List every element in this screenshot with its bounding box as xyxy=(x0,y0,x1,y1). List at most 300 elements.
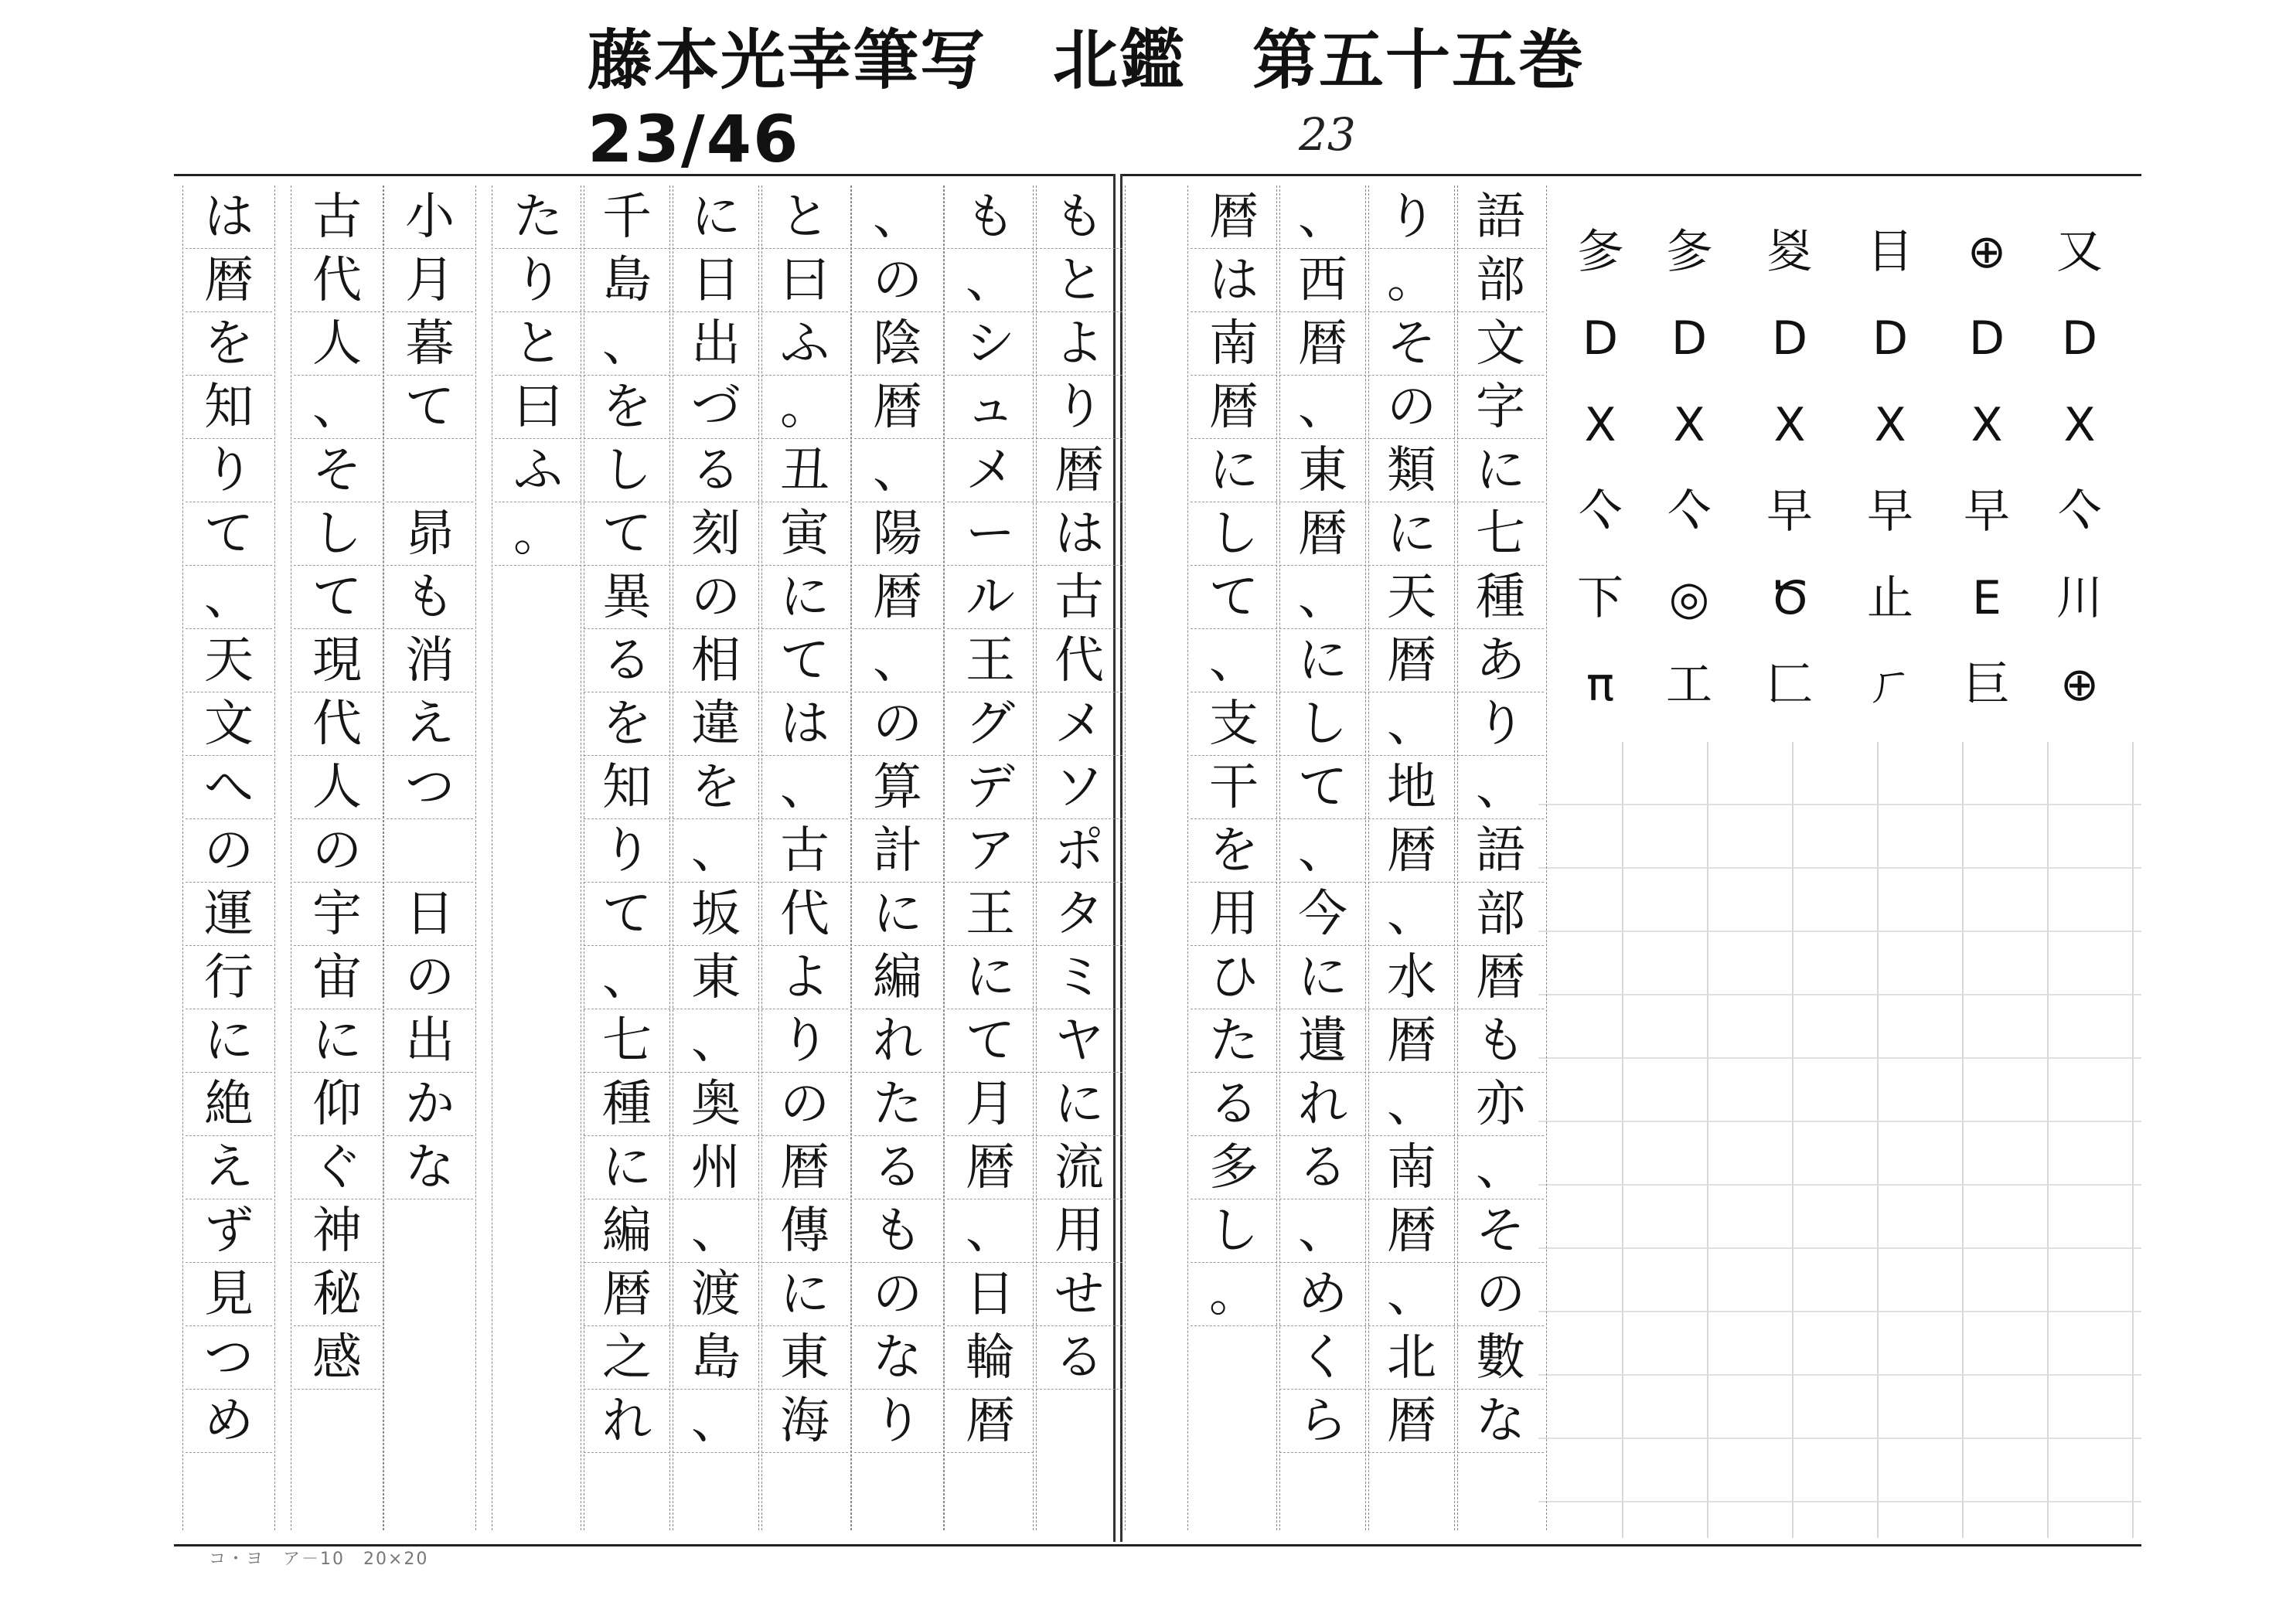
manuscript-character: る xyxy=(854,1136,941,1199)
manuscript-character: に xyxy=(673,185,759,249)
manuscript-character: 暦 xyxy=(1368,629,1455,692)
manuscript-character: え xyxy=(186,1136,272,1199)
manuscript-character: 仰 xyxy=(294,1073,380,1136)
manuscript-character: グ xyxy=(947,692,1034,756)
manuscript-character: 暦 xyxy=(1368,1009,1455,1073)
manuscript-character: 月 xyxy=(947,1073,1034,1136)
manuscript-character: る xyxy=(1036,1326,1122,1390)
glyph-symbol: X xyxy=(2063,398,2096,452)
manuscript-character: て xyxy=(584,883,670,946)
manuscript-character: し xyxy=(1191,502,1277,566)
manuscript-character: 、 xyxy=(1368,1073,1455,1136)
manuscript-character: れ xyxy=(584,1390,670,1453)
manuscript-character: 州 xyxy=(673,1136,759,1199)
manuscript-character: 人 xyxy=(294,312,380,376)
manuscript-character: 奥 xyxy=(673,1073,759,1136)
manuscript-character: 計 xyxy=(854,819,941,883)
manuscript-character: 地 xyxy=(1368,756,1455,819)
manuscript-character: 坂 xyxy=(673,883,759,946)
empty-grid-area xyxy=(1538,742,2141,1538)
manuscript-character: 代 xyxy=(294,249,380,312)
manuscript-character: ら xyxy=(1279,1390,1366,1453)
manuscript-character: 代 xyxy=(761,883,848,946)
manuscript-character: は xyxy=(1191,249,1277,312)
manuscript-character: そ xyxy=(294,439,380,502)
manuscript-character: 宇 xyxy=(294,883,380,946)
manuscript-character: を xyxy=(186,312,272,376)
manuscript-character: な xyxy=(854,1326,941,1390)
glyph-column xyxy=(1743,209,1836,728)
manuscript-character: 、 xyxy=(1457,756,1544,819)
manuscript-character: り xyxy=(761,1009,848,1073)
manuscript-character: て xyxy=(387,376,473,439)
manuscript-character: て xyxy=(584,502,670,566)
manuscript-character: 暦 xyxy=(584,1263,670,1326)
glyph-symbol: ◎ xyxy=(1668,571,1710,625)
manuscript-character: 、 xyxy=(1368,1263,1455,1326)
manuscript-character: 、 xyxy=(1279,376,1366,439)
manuscript-character: の xyxy=(294,819,380,883)
glyph-column xyxy=(1554,209,1647,728)
glyph-symbol: 㚇 xyxy=(1766,225,1813,279)
manuscript-character: 暦 xyxy=(1279,312,1366,376)
manuscript-character: り xyxy=(186,439,272,502)
manuscript-character: 天 xyxy=(186,629,272,692)
manuscript-character: 編 xyxy=(584,1199,670,1263)
manuscript-character: 陽 xyxy=(854,502,941,566)
manuscript-character: 南 xyxy=(1368,1136,1455,1199)
text-column xyxy=(584,185,670,1453)
manuscript-character: 、 xyxy=(947,249,1034,312)
manuscript-character: 水 xyxy=(1368,946,1455,1009)
manuscript-character: ひ xyxy=(1191,946,1277,1009)
manuscript-character: 暦 xyxy=(1279,502,1366,566)
manuscript-character: 古 xyxy=(1036,566,1122,629)
glyph-symbol: D xyxy=(1968,311,2005,366)
manuscript-character: 島 xyxy=(584,249,670,312)
manuscript-character: 、 xyxy=(854,439,941,502)
glyph-column xyxy=(1643,209,1736,728)
manuscript-character: 丑 xyxy=(761,439,848,502)
manuscript-character: て xyxy=(761,629,848,692)
paper-stamp: コ・ヨ ア－10 20×20 xyxy=(209,1550,429,1569)
manuscript-character: 行 xyxy=(186,946,272,1009)
manuscript-character: 暦 xyxy=(1457,946,1544,1009)
glyph-symbol: ㄏ xyxy=(1867,658,1913,712)
manuscript-character: 、 xyxy=(1368,883,1455,946)
manuscript-character: 用 xyxy=(1191,883,1277,946)
manuscript-character: 算 xyxy=(854,756,941,819)
manuscript-character: へ xyxy=(186,756,272,819)
manuscript-character: 昴 xyxy=(387,502,473,566)
manuscript-character: く xyxy=(1279,1326,1366,1390)
manuscript-character: も xyxy=(387,566,473,629)
manuscript-character: 消 xyxy=(387,629,473,692)
manuscript-character: し xyxy=(1279,692,1366,756)
manuscript-character: 海 xyxy=(761,1390,848,1453)
manuscript-character: て xyxy=(1279,756,1366,819)
glyph-symbol: 㣊 xyxy=(1577,225,1623,279)
manuscript-character: も xyxy=(1457,1009,1544,1073)
manuscript-character: の xyxy=(186,819,272,883)
manuscript-character: 數 xyxy=(1457,1326,1544,1390)
manuscript-character: た xyxy=(854,1073,941,1136)
manuscript-character: 日 xyxy=(387,883,473,946)
glyph-symbol: 工 xyxy=(1666,658,1712,712)
manuscript-character: 語 xyxy=(1457,185,1544,249)
manuscript-character: タ xyxy=(1036,883,1122,946)
text-column xyxy=(1191,185,1277,1326)
manuscript-character: 天 xyxy=(1368,566,1455,629)
text-column xyxy=(387,185,473,1199)
manuscript-character: 、 xyxy=(673,819,759,883)
manuscript-character: 現 xyxy=(294,629,380,692)
manuscript-character: 知 xyxy=(584,756,670,819)
glyph-symbol: X xyxy=(1584,398,1616,452)
manuscript-character: に xyxy=(1191,439,1277,502)
manuscript-character: 、 xyxy=(854,629,941,692)
glyph-symbol: 早 xyxy=(1766,485,1813,539)
text-column xyxy=(294,185,380,1390)
glyph-symbol: 早 xyxy=(1867,485,1913,539)
glyph-symbol: ⊕ xyxy=(2059,658,2100,712)
manuscript-character: 渡 xyxy=(673,1263,759,1326)
manuscript-character: 、 xyxy=(1279,1199,1366,1263)
manuscript-character: 曰 xyxy=(495,376,581,439)
manuscript-character: ふ xyxy=(761,312,848,376)
manuscript-character: ミ xyxy=(1036,946,1122,1009)
manuscript-character: り xyxy=(1036,376,1122,439)
manuscript-character: 、 xyxy=(584,946,670,1009)
manuscript-character: 、 xyxy=(1457,1136,1544,1199)
manuscript-character: ず xyxy=(186,1199,272,1263)
manuscript-character: 北 xyxy=(1368,1326,1455,1390)
manuscript-character: 之 xyxy=(584,1326,670,1390)
manuscript-character: に xyxy=(294,1009,380,1073)
manuscript-character: ル xyxy=(947,566,1034,629)
manuscript-character: 。 xyxy=(761,376,848,439)
manuscript-character: 部 xyxy=(1457,883,1544,946)
manuscript-character: な xyxy=(387,1136,473,1199)
manuscript-character: 暮 xyxy=(387,312,473,376)
manuscript-character: め xyxy=(1279,1263,1366,1326)
manuscript-character: に xyxy=(1279,629,1366,692)
manuscript-character: 西 xyxy=(1279,249,1366,312)
manuscript-character: 暦 xyxy=(1368,1390,1455,1453)
manuscript-character: と xyxy=(1036,249,1122,312)
glyph-symbol: X xyxy=(1874,398,1906,452)
manuscript-character: の xyxy=(761,1073,848,1136)
glyph-symbol: X xyxy=(1673,398,1705,452)
manuscript-character: 干 xyxy=(1191,756,1277,819)
manuscript-character: 。 xyxy=(1368,249,1455,312)
manuscript-character xyxy=(387,439,473,502)
manuscript-character: ぐ xyxy=(294,1136,380,1199)
manuscript-character: り xyxy=(1368,185,1455,249)
manuscript-character: 文 xyxy=(186,692,272,756)
text-column xyxy=(186,185,272,1453)
manuscript-character: 流 xyxy=(1036,1136,1122,1199)
manuscript-character: 暦 xyxy=(1368,1199,1455,1263)
manuscript-character: つ xyxy=(387,756,473,819)
manuscript-character: 東 xyxy=(761,1326,848,1390)
manuscript-character: な xyxy=(1457,1390,1544,1453)
manuscript-character: 見 xyxy=(186,1263,272,1326)
manuscript-character: の xyxy=(387,946,473,1009)
glyph-symbol: 下 xyxy=(1577,571,1623,625)
text-column xyxy=(495,185,581,566)
manuscript-character: ヤ xyxy=(1036,1009,1122,1073)
manuscript-character: 月 xyxy=(387,249,473,312)
manuscript-character: 、 xyxy=(1279,566,1366,629)
glyph-symbol: 巨 xyxy=(1964,658,2010,712)
text-column xyxy=(854,185,941,1453)
manuscript-character: 王 xyxy=(947,629,1034,692)
text-column xyxy=(1368,185,1455,1453)
manuscript-character: 人 xyxy=(294,756,380,819)
manuscript-character: ア xyxy=(947,819,1034,883)
manuscript-character: 東 xyxy=(1279,439,1366,502)
manuscript-character: つ xyxy=(186,1326,272,1390)
manuscript-character: は xyxy=(186,185,272,249)
manuscript-character: 類 xyxy=(1368,439,1455,502)
manuscript-character: て xyxy=(186,502,272,566)
manuscript-character: 遺 xyxy=(1279,1009,1366,1073)
manuscript-character: の xyxy=(854,249,941,312)
manuscript-character: 支 xyxy=(1191,692,1277,756)
manuscript-character: 運 xyxy=(186,883,272,946)
manuscript-character: て xyxy=(1191,566,1277,629)
manuscript-character: 暦 xyxy=(761,1136,848,1199)
manuscript-character: た xyxy=(1191,1009,1277,1073)
manuscript-character: 刻 xyxy=(673,502,759,566)
manuscript-character: に xyxy=(584,1136,670,1199)
manuscript-character: 、 xyxy=(1191,629,1277,692)
manuscript-character: よ xyxy=(761,946,848,1009)
manuscript-character: 、 xyxy=(854,185,941,249)
manuscript-character: り xyxy=(495,249,581,312)
manuscript-character: り xyxy=(854,1390,941,1453)
glyph-symbol: D xyxy=(2061,311,2098,366)
manuscript-character: 相 xyxy=(673,629,759,692)
manuscript-character: 古 xyxy=(294,185,380,249)
manuscript-character xyxy=(387,819,473,883)
manuscript-character: 種 xyxy=(1457,566,1544,629)
glyph-symbol: X xyxy=(1971,398,2003,452)
manuscript-character: を xyxy=(584,692,670,756)
manuscript-character: 、 xyxy=(673,1199,759,1263)
manuscript-character: 暦 xyxy=(1191,185,1277,249)
manuscript-character: に xyxy=(1279,946,1366,1009)
manuscript-character: か xyxy=(387,1073,473,1136)
manuscript-character: て xyxy=(294,566,380,629)
manuscript-character: 部 xyxy=(1457,249,1544,312)
manuscript-character: 今 xyxy=(1279,883,1366,946)
manuscript-character: 暦 xyxy=(947,1390,1034,1453)
manuscript-character: 用 xyxy=(1036,1199,1122,1263)
manuscript-character: も xyxy=(854,1199,941,1263)
manuscript-character: 暦 xyxy=(854,566,941,629)
glyph-symbol: 亽 xyxy=(2056,485,2103,539)
manuscript-character: づ xyxy=(673,376,759,439)
glyph-symbol: X xyxy=(1773,398,1806,452)
manuscript-character: メ xyxy=(1036,692,1122,756)
manuscript-character: 字 xyxy=(1457,376,1544,439)
glyph-column xyxy=(1844,209,1937,728)
manuscript-character: 東 xyxy=(673,946,759,1009)
manuscript-character: 、 xyxy=(584,312,670,376)
glyph-column xyxy=(2033,209,2126,728)
manuscript-character: を xyxy=(1191,819,1277,883)
manuscript-character: る xyxy=(1279,1136,1366,1199)
manuscript-character: よ xyxy=(1036,312,1122,376)
manuscript-character: ソ xyxy=(1036,756,1122,819)
document-title: 藤本光幸筆写 北鑑 第五十五巻 xyxy=(588,22,1586,98)
manuscript-character: 王 xyxy=(947,883,1034,946)
manuscript-character: 陰 xyxy=(854,312,941,376)
glyph-symbol: 亽 xyxy=(1666,485,1712,539)
manuscript-character: れ xyxy=(1279,1073,1366,1136)
manuscript-character: そ xyxy=(1457,1199,1544,1263)
manuscript-character: 神 xyxy=(294,1199,380,1263)
glyph-symbol: 又 xyxy=(2056,225,2103,279)
glyph-symbol: E xyxy=(1972,571,2001,625)
manuscript-character: の xyxy=(673,566,759,629)
manuscript-character: に xyxy=(854,883,941,946)
manuscript-character: 出 xyxy=(673,312,759,376)
manuscript-character: に xyxy=(1457,439,1544,502)
manuscript-character: 輪 xyxy=(947,1326,1034,1390)
manuscript-character: の xyxy=(1368,376,1455,439)
glyph-symbol: 川 xyxy=(2056,571,2103,625)
glyph-symbol: 匚 xyxy=(1766,658,1813,712)
manuscript-character: 語 xyxy=(1457,819,1544,883)
manuscript-character: を xyxy=(673,756,759,819)
manuscript-character: も xyxy=(1036,185,1122,249)
manuscript-character: ポ xyxy=(1036,819,1122,883)
manuscript-character: の xyxy=(854,1263,941,1326)
manuscript-character: 島 xyxy=(673,1326,759,1390)
manuscript-character: 暦 xyxy=(1368,819,1455,883)
manuscript-character: 、 xyxy=(1368,692,1455,756)
glyph-symbol: 早 xyxy=(1964,485,2010,539)
glyph-column xyxy=(1940,209,2033,728)
manuscript-character: し xyxy=(1191,1199,1277,1263)
manuscript-character: デ xyxy=(947,756,1034,819)
glyph-symbol: 亽 xyxy=(1577,485,1623,539)
handwritten-page-number: 23 xyxy=(1299,108,1356,161)
glyph-symbol: D xyxy=(1872,311,1909,366)
manuscript-character: と xyxy=(761,185,848,249)
manuscript-character: 千 xyxy=(584,185,670,249)
manuscript-character: た xyxy=(495,185,581,249)
manuscript-character: り xyxy=(584,819,670,883)
glyph-symbol: ⊕ xyxy=(1967,225,2007,279)
manuscript-character: 出 xyxy=(387,1009,473,1073)
manuscript-character: 暦 xyxy=(186,249,272,312)
manuscript-character: 傳 xyxy=(761,1199,848,1263)
glyph-symbol: D xyxy=(1582,311,1619,366)
text-column xyxy=(947,185,1034,1453)
manuscript-character: の xyxy=(854,692,941,756)
manuscript-character: め xyxy=(186,1390,272,1453)
manuscript-character: 日 xyxy=(947,1263,1034,1326)
manuscript-character: 亦 xyxy=(1457,1073,1544,1136)
manuscript-character: 暦 xyxy=(947,1136,1034,1199)
manuscript-character: に xyxy=(186,1009,272,1073)
manuscript-character: は xyxy=(761,692,848,756)
manuscript-character: 南 xyxy=(1191,312,1277,376)
manuscript-character: を xyxy=(584,376,670,439)
manuscript-character: ュ xyxy=(947,376,1034,439)
manuscript-character: 、 xyxy=(186,566,272,629)
glyph-symbol: Ծ xyxy=(1770,571,1810,625)
manuscript-character: し xyxy=(584,439,670,502)
manuscript-character: 感 xyxy=(294,1326,380,1390)
manuscript-character: 、 xyxy=(947,1199,1034,1263)
manuscript-character: り xyxy=(1457,692,1544,756)
manuscript-character: 違 xyxy=(673,692,759,756)
manuscript-character: に xyxy=(761,566,848,629)
manuscript-character: あ xyxy=(1457,629,1544,692)
manuscript-character: ふ xyxy=(495,439,581,502)
manuscript-character: の xyxy=(1457,1263,1544,1326)
manuscript-character: 七 xyxy=(584,1009,670,1073)
manuscript-character: え xyxy=(387,692,473,756)
manuscript-character: メ xyxy=(947,439,1034,502)
manuscript-character: 小 xyxy=(387,185,473,249)
manuscript-character: と xyxy=(495,312,581,376)
manuscript-character: 種 xyxy=(584,1073,670,1136)
manuscript-character: 暦 xyxy=(1036,439,1122,502)
manuscript-character: 異 xyxy=(584,566,670,629)
glyph-symbol: 目 xyxy=(1867,225,1913,279)
manuscript-character: 秘 xyxy=(294,1263,380,1326)
manuscript-character: に xyxy=(947,946,1034,1009)
text-column xyxy=(1036,185,1122,1390)
text-column xyxy=(1457,185,1544,1453)
manuscript-character: て xyxy=(947,1009,1034,1073)
manuscript-character: 文 xyxy=(1457,312,1544,376)
manuscript-character: 知 xyxy=(186,376,272,439)
manuscript-character: る xyxy=(673,439,759,502)
manuscript-character: 。 xyxy=(495,502,581,566)
manuscript-character: 代 xyxy=(1036,629,1122,692)
manuscript-character: 、 xyxy=(673,1390,759,1453)
manuscript-character: 、 xyxy=(1279,185,1366,249)
manuscript-character: る xyxy=(1191,1073,1277,1136)
manuscript-character: 七 xyxy=(1457,502,1544,566)
manuscript-character: シ xyxy=(947,312,1034,376)
page-counter: 23/46 xyxy=(588,101,800,177)
text-column xyxy=(1279,185,1366,1453)
manuscript-character: 暦 xyxy=(854,376,941,439)
glyph-symbol: π xyxy=(1586,658,1615,712)
manuscript-character: ー xyxy=(947,502,1034,566)
manuscript-character: 日 xyxy=(673,249,759,312)
manuscript-character: る xyxy=(584,629,670,692)
manuscript-character: 宙 xyxy=(294,946,380,1009)
manuscript-character: 代 xyxy=(294,692,380,756)
manuscript-character: は xyxy=(1036,502,1122,566)
text-column xyxy=(761,185,848,1453)
manuscript-character: れ xyxy=(854,1009,941,1073)
manuscript-character: も xyxy=(947,185,1034,249)
manuscript-character: そ xyxy=(1368,312,1455,376)
glyph-symbol: 㣊 xyxy=(1666,225,1712,279)
glyph-symbol: D xyxy=(1771,311,1808,366)
manuscript-character: に xyxy=(1368,502,1455,566)
